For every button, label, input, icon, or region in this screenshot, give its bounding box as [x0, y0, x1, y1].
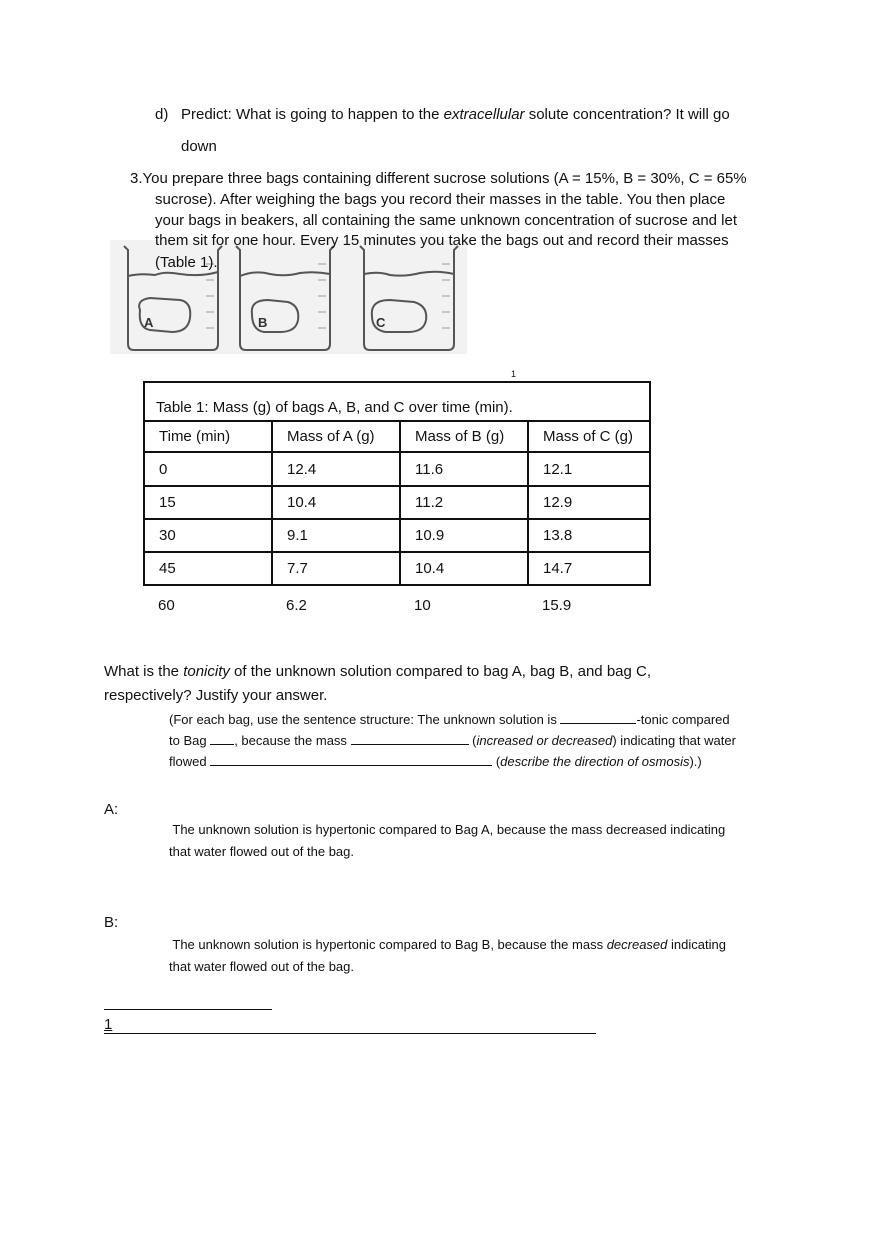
mass-table	[143, 381, 651, 625]
blank-line	[560, 711, 636, 724]
table-cell: 6.2	[286, 597, 307, 614]
table-header: Mass of C (g)	[528, 421, 650, 452]
footnote	[104, 1016, 596, 1034]
bag-b-label: B	[258, 315, 268, 330]
question-emphasis: tonicity	[183, 663, 230, 680]
bag-c-label: C	[376, 315, 386, 330]
tonicity-question-line-2: respectively? Justify your answer.	[104, 687, 328, 704]
instr-text: , because the mass	[234, 733, 351, 748]
bag-a-label: A	[144, 315, 154, 330]
part-d-question	[181, 105, 730, 125]
instructions-line-2	[169, 730, 736, 751]
answer-a-line-1: The unknown solution is hypertonic compared to Bag A, because the mass decreased indicating	[169, 822, 726, 837]
beaker-b-outline	[236, 246, 334, 350]
instr-text: ) indicating that water	[612, 733, 736, 748]
table-cell: 0	[144, 452, 272, 486]
footnote-number: 1	[104, 1016, 113, 1033]
answer-b-text-end: indicating	[667, 937, 726, 952]
blank-line	[210, 753, 492, 766]
table-header-row	[144, 421, 650, 452]
footnote-separator	[104, 1009, 272, 1010]
table-cell: 45	[144, 552, 272, 585]
tonicity-question-line-1	[104, 662, 651, 682]
table-cell: 30	[144, 519, 272, 552]
question-text-end: of the unknown solution compared to bag A, bag B, and bag C,	[229, 663, 652, 680]
blank-line	[351, 732, 469, 745]
part-d-text: Predict: What is going to happen to the	[181, 106, 444, 123]
table-row	[144, 519, 650, 552]
blank-line	[210, 732, 234, 745]
table-cell: 15	[144, 486, 272, 519]
q3-line-4: them sit for one hour. Every 15 minutes you take the bags out and record their masses	[155, 232, 729, 249]
table-header: Mass of B (g)	[400, 421, 528, 452]
q3-line-2: sucrose). After weighing the bags you record their masses in the table. You then place	[155, 191, 726, 208]
table-row	[144, 552, 650, 585]
beaker-c-outline	[360, 246, 458, 350]
table-row	[144, 486, 650, 519]
table-cell: 13.8	[528, 519, 650, 552]
table-cell: 11.6	[400, 452, 528, 486]
answer-b-label: B:	[104, 914, 119, 931]
answer-a-label: A:	[104, 801, 119, 818]
instructions-line-3	[169, 751, 702, 772]
table-cell: 10.4	[272, 486, 400, 519]
table-cell: 9.1	[272, 519, 400, 552]
beaker-b-water	[240, 272, 330, 276]
table-caption: Table 1: Mass (g) of bags A, B, and C over time (min).	[144, 382, 650, 421]
table-cell: 7.7	[272, 552, 400, 585]
table-cell: 15.9	[542, 597, 572, 614]
footnote-marker: 1	[511, 369, 517, 379]
q3-line-5: (Table 1).	[155, 254, 218, 271]
table-row	[144, 452, 650, 486]
beaker-c-water	[364, 272, 454, 276]
table-cell: 12.1	[528, 452, 650, 486]
q3-line-1: 3.You prepare three bags containing different sucrose solutions (A = 15%, B = 30%, C = 65%	[130, 170, 747, 187]
answer-b-emphasis: decreased	[606, 937, 668, 952]
answer-b-line-2: that water flowed out of the bag.	[169, 959, 355, 974]
instr-emphasis: increased or decreased	[476, 733, 613, 748]
table-cell: 12.9	[528, 486, 650, 519]
instructions-line-1	[169, 709, 730, 730]
table-header: Mass of A (g)	[272, 421, 400, 452]
table-row	[144, 585, 650, 625]
instr-text: (For each bag, use the sentence structure: The unknown solution is	[169, 712, 561, 727]
instr-text: (	[492, 754, 501, 769]
table-cell: 10.9	[400, 519, 528, 552]
question-text: What is the	[104, 663, 184, 680]
table-cell: 11.2	[400, 486, 528, 519]
table-cell: 60	[158, 597, 175, 614]
instr-text: flowed	[169, 754, 211, 769]
part-d-emphasis: extracellular	[443, 106, 525, 123]
answer-a-line-2: that water flowed out of the bag.	[169, 844, 355, 859]
q3-line-3: your bags in beakers, all containing the same unknown concentration of sucrose and let	[155, 212, 738, 229]
answer-b-line-1	[169, 934, 726, 956]
table-cell: 10	[414, 597, 431, 614]
answer-b-text: The unknown solution is hypertonic compared to Bag B, because the mass	[169, 937, 607, 952]
instr-text: (	[468, 733, 477, 748]
instr-text: -tonic compared	[636, 712, 730, 727]
part-d-answer: down	[181, 138, 217, 155]
instr-text: to Bag	[169, 733, 211, 748]
table-cell: 12.4	[272, 452, 400, 486]
part-d-label: d)	[155, 106, 169, 123]
instr-text: ).)	[689, 754, 702, 769]
table-cell: 14.7	[528, 552, 650, 585]
table-caption-row	[144, 382, 650, 421]
table-cell: 10.4	[400, 552, 528, 585]
instr-emphasis: describe the direction of osmosis	[500, 754, 690, 769]
table-header: Time (min)	[144, 421, 272, 452]
part-d-text-end: solute concentration? It will go	[524, 106, 730, 123]
